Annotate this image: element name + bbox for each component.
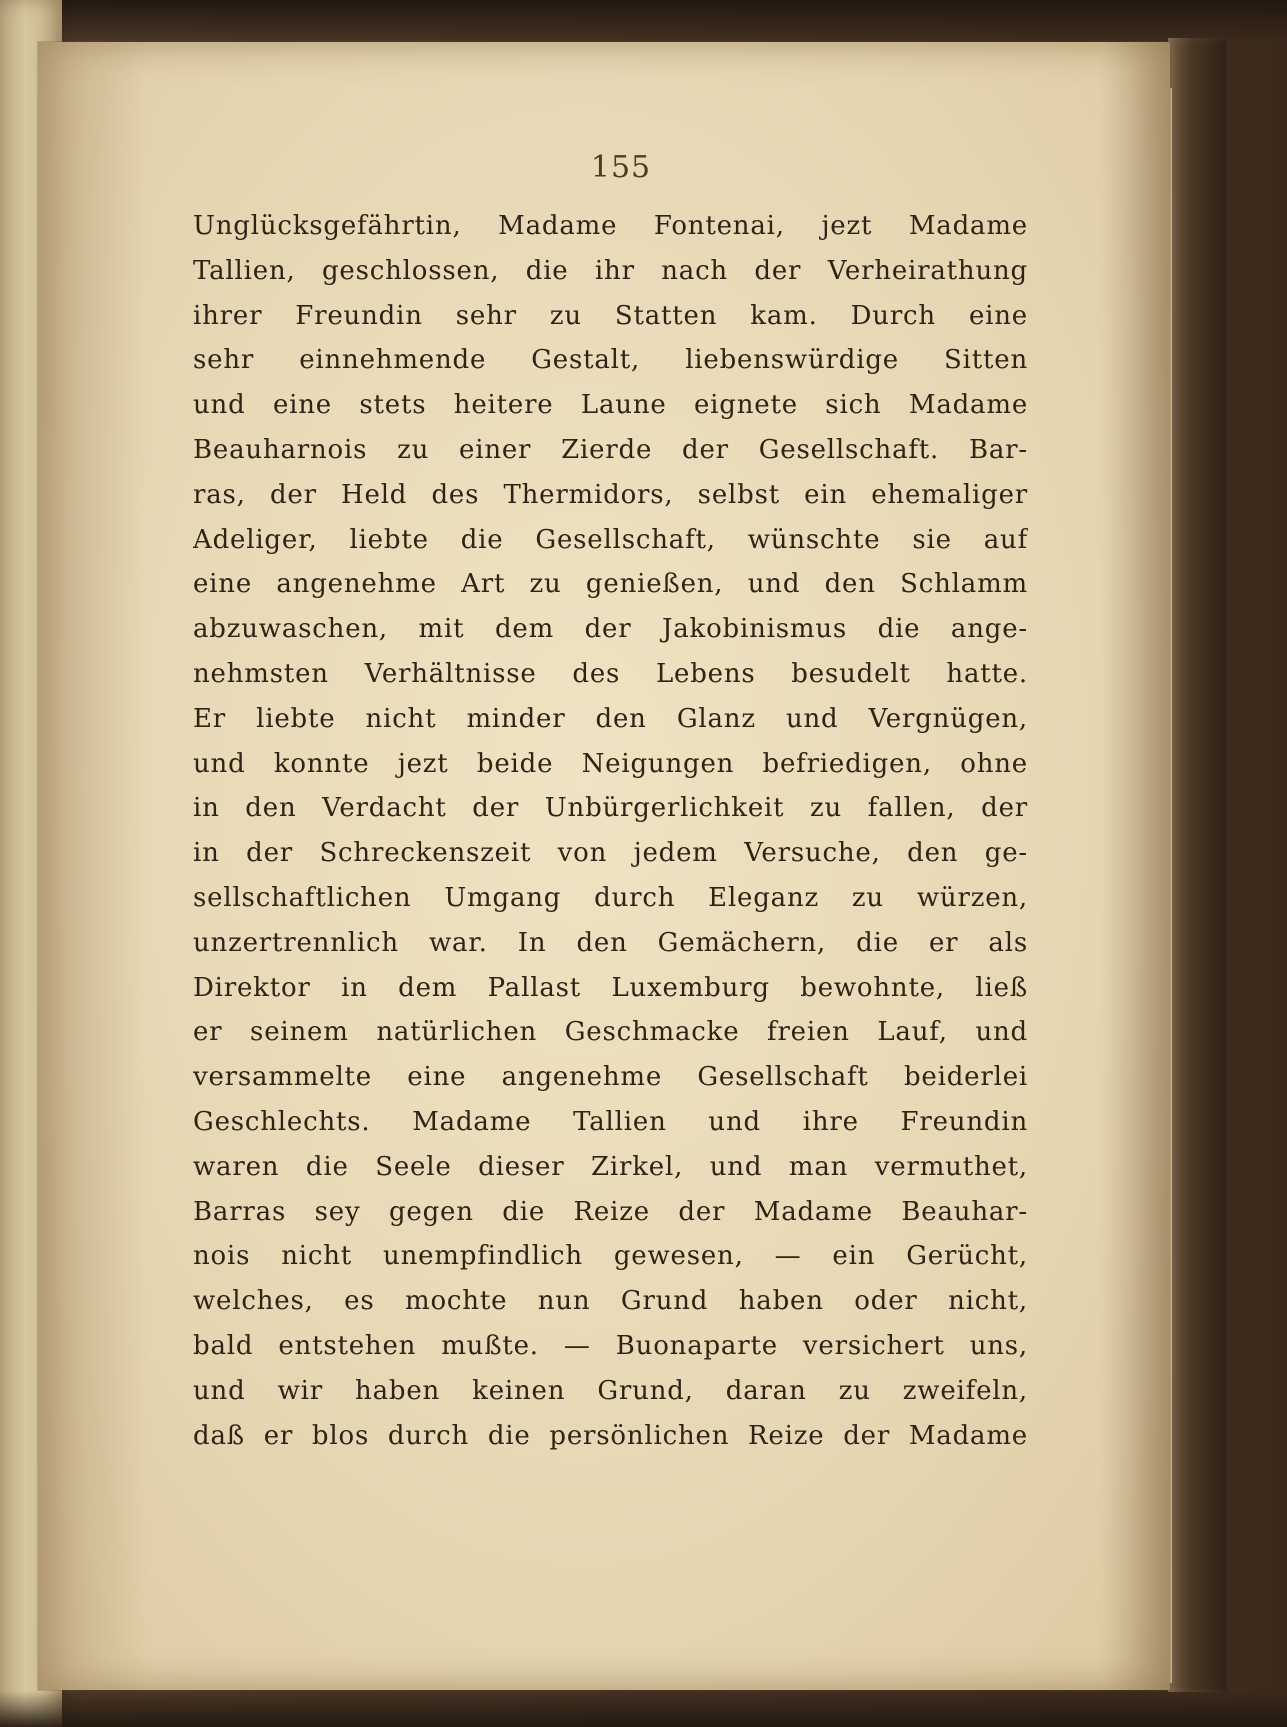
text-line: unzertrennlich war. In den Gemächern, die er als <box>193 927 1028 958</box>
text-line: in den Verdacht der Unbürgerlichkeit zu fallen, der <box>193 793 1028 824</box>
text-line: Er liebte nicht minder den Glanz und Vergnügen, <box>193 703 1028 734</box>
text-line: waren die Seele dieser Zirkel, und man vermuthet, <box>193 1151 1028 1182</box>
text-line: nois nicht unempfindlich gewesen, — ein Gerücht, <box>193 1241 1028 1272</box>
text-line: daß er blos durch die persönlichen Reize der Madame <box>193 1420 1028 1451</box>
text-line: versammelte eine angenehme Gesellschaft beiderlei <box>193 1062 1028 1093</box>
text-line: in der Schreckenszeit von jedem Versuche, den ge- <box>193 838 1028 869</box>
page-text <box>193 204 1028 1458</box>
bottom-shadow <box>0 1691 1287 1727</box>
book-page <box>38 42 1170 1690</box>
text-line: eine angenehme Art zu genießen, und den Schlamm <box>193 569 1028 600</box>
text-line: sehr einnehmende Gestalt, liebenswürdige Sitten <box>193 345 1028 376</box>
text-line: sellschaftlichen Umgang durch Eleganz zu würzen, <box>193 882 1028 913</box>
text-line: Unglücksgefährtin, Madame Fontenai, jezt Madame <box>193 211 1028 241</box>
text-line: bald entstehen mußte. — Buonaparte versichert uns, <box>193 1330 1028 1361</box>
text-line: Tallien, geschlossen, die ihr nach der Verheirathung <box>193 255 1028 286</box>
text-line: ihrer Freundin sehr zu Statten kam. Durch eine <box>193 300 1028 331</box>
text-line: Adeliger, liebte die Gesellschaft, wünschte sie auf <box>193 524 1028 555</box>
page-number: 155 <box>590 150 652 185</box>
text-line: und wir haben keinen Grund, daran zu zweifeln, <box>193 1375 1028 1406</box>
text-line: abzuwaschen, mit dem der Jakobinismus die ange- <box>193 614 1028 645</box>
text-line: und konnte jezt beide Neigungen befriedigen, ohne <box>193 748 1028 779</box>
book-binding <box>1168 38 1226 1692</box>
text-line: welches, es mochte nun Grund haben oder nicht, <box>193 1286 1028 1317</box>
text-line: Beauharnois zu einer Zierde der Gesellschaft. Bar- <box>193 434 1028 465</box>
text-line: nehmsten Verhältnisse des Lebens besudelt hatte. <box>193 658 1028 689</box>
text-line: Geschlechts. Madame Tallien und ihre Freundin <box>193 1106 1028 1137</box>
top-shadow <box>0 0 1287 42</box>
text-line: Direktor in dem Pallast Luxemburg bewohnte, ließ <box>193 972 1028 1003</box>
text-line: und eine stets heitere Laune eignete sich Madame <box>193 390 1028 421</box>
text-line: er seinem natürlichen Geschmacke freien Lauf, und <box>193 1017 1028 1048</box>
text-line: ras, der Held des Thermidors, selbst ein ehemaliger <box>193 479 1028 510</box>
text-line: Barras sey gegen die Reize der Madame Beauhar- <box>193 1196 1028 1227</box>
